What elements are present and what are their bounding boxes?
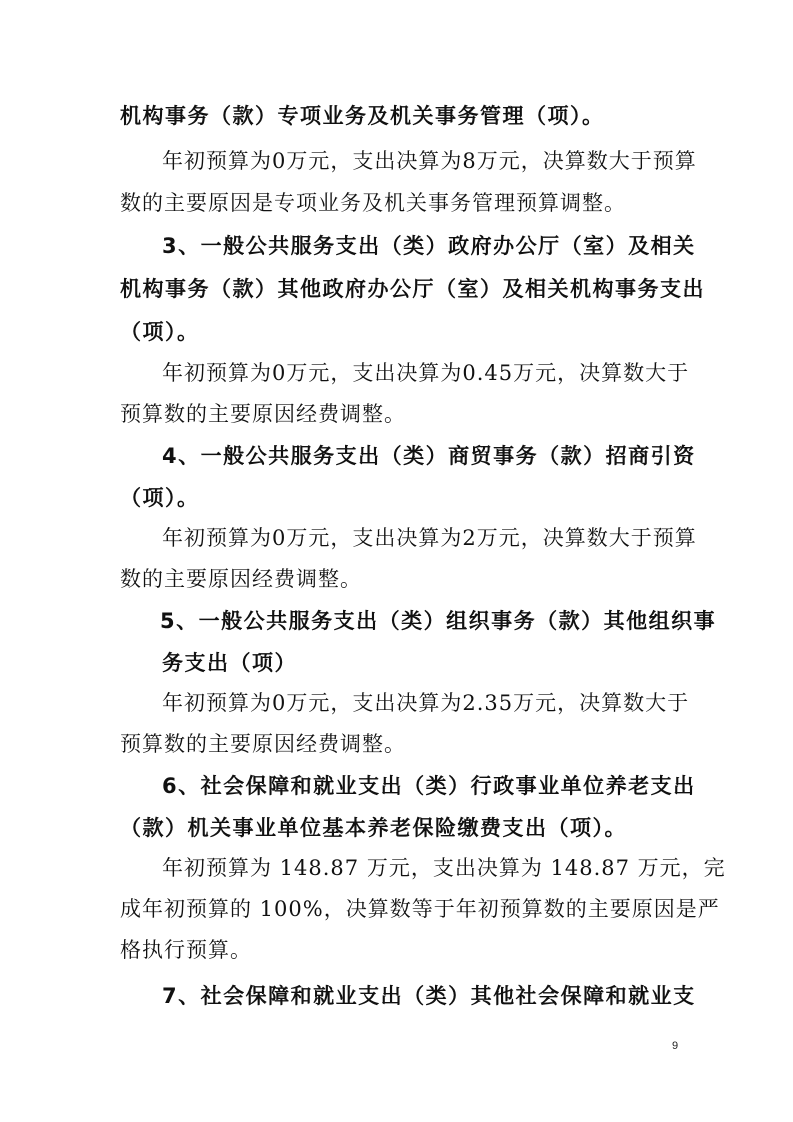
heading-line-8: 务支出（项） [162, 651, 297, 675]
body-line-9: 年初预算为 148.87 万元，支出决算为 148.87 万元，完 [162, 856, 726, 880]
body-line-4: 预算数的主要原因经费调整。 [120, 402, 406, 426]
body-line-11: 格执行预算。 [120, 938, 252, 962]
heading-line-3: 机构事务（款）其他政府办公厅（室）及相关机构事务支出 [120, 277, 705, 301]
body-line-3: 年初预算为0万元，支出决算为0.45万元，决算数大于 [162, 361, 690, 385]
heading-line-7: 5、一般公共服务支出（类）组织事务（款）其他组织事 [160, 609, 717, 633]
body-line-8: 预算数的主要原因经费调整。 [120, 732, 406, 756]
heading-line-9: 6、社会保障和就业支出（类）行政事业单位养老支出 [162, 774, 696, 798]
heading-line-1: 机构事务（款）专项业务及机关事务管理（项）。 [120, 104, 605, 128]
heading-line-5: 4、一般公共服务支出（类）商贸事务（款）招商引资 [162, 444, 696, 468]
heading-line-4: （项）。 [120, 320, 200, 344]
heading-line-10: （款）机关事业单位基本养老保险缴费支出（项）。 [120, 816, 627, 840]
body-line-1: 年初预算为0万元，支出决算为8万元，决算数大于预算 [162, 149, 697, 173]
body-line-2: 数的主要原因是专项业务及机关事务管理预算调整。 [120, 191, 626, 215]
body-line-10: 成年初预算的 100%，决算数等于年初预算数的主要原因是严 [120, 897, 720, 921]
heading-line-11: 7、社会保障和就业支出（类）其他社会保障和就业支 [162, 984, 696, 1008]
heading-line-6: （项）。 [120, 486, 200, 510]
body-line-6: 数的主要原因经费调整。 [120, 567, 362, 591]
body-line-7: 年初预算为0万元，支出决算为2.35万元，决算数大于 [162, 691, 690, 715]
heading-line-2: 3、一般公共服务支出（类）政府办公厅（室）及相关 [162, 234, 696, 258]
body-line-5: 年初预算为0万元，支出决算为2万元，决算数大于预算 [162, 526, 697, 550]
page-number: 9 [672, 1040, 679, 1052]
